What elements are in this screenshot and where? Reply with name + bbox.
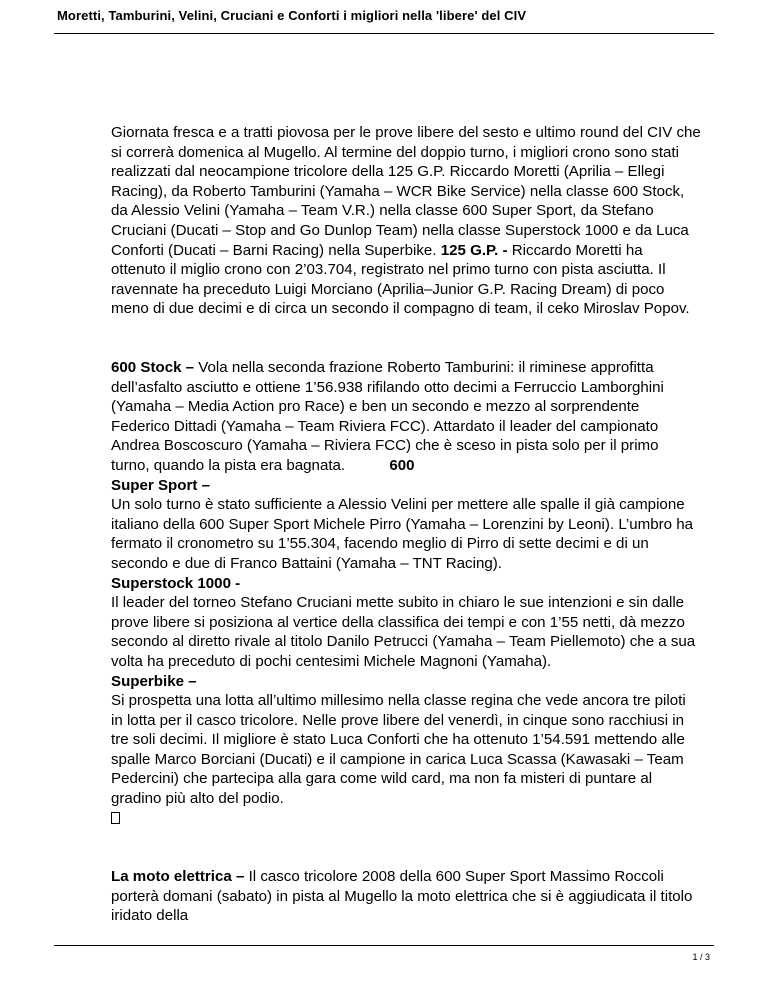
section-text-125gp: Riccardo Moretti ha ottenuto il miglio crono con 2’03.704, registrato nel primo turno con pista asciutta. Il ravennate ha preceduto Luigi Morciano (Aprilia–Junior G.P. Racing Dream) di poco meno di due decimi e di circa un secondo il compagno di team, il ceko Miroslav Popov. xyxy=(111,241,690,318)
intro-section xyxy=(111,123,701,319)
section-heading-600-supersport-b: Super Sport – xyxy=(111,476,210,494)
section-heading-superstock: Superstock 1000 - xyxy=(111,574,241,592)
electric-section xyxy=(111,867,701,926)
paragraph-600-stock xyxy=(111,358,701,476)
section-heading-125gp: 125 G.P. - xyxy=(440,241,508,259)
section-text-600-stock: Vola nella seconda frazione Roberto Tamburini: il riminese approfitta dell’asfalto asciutto e ottiene 1’56.938 rifilando otto decimi a Ferruccio Lamborghini (Yamaha – Media Action pro Race) e ben un secondo e mezzo al sorprendente Federico Dittadi (Yamaha – Team Riviera FCC). Attardato il leader del campionato Andrea Boscoscuro (Yamaha – Riviera FCC) che è sceso in pista solo per il primo turno, quando la pista era bagnata. xyxy=(111,359,664,474)
section-text-superstock: Il leader del torneo Stefano Cruciani mette subito in chiaro le sue intenzioni e sin dalle prove libere si posiziona al vertice della classifica dei tempi e con 1’55 netti, dà mezzo secondo al diretto rivale al titolo Danilo Petrucci (Yamaha – Team Piellemoto) che a sua volta ha preceduto di pochi centesimi Michele Magnoni (Yamaha). xyxy=(111,594,696,670)
missing-glyph-icon xyxy=(111,812,120,824)
page-title: Moretti, Tamburini, Velini, Cruciani e Conforti i migliori nella 'libere' del CIV xyxy=(57,8,527,23)
intro-paragraph xyxy=(111,123,701,319)
missing-glyph-line xyxy=(111,809,701,829)
page-number: 1 / 3 xyxy=(692,952,710,962)
section-text-electric: Il casco tricolore 2008 della 600 Super Sport Massimo Roccoli porterà domani (sabato) in pista al Mugello la moto elettrica che si è aggiudicata il titolo iridato della xyxy=(111,868,693,925)
paragraph-electric-bike xyxy=(111,867,701,926)
section-text-600-supersport: Un solo turno è stato sufficiente a Alessio Velini per mettere alle spalle il già campione italiano della 600 Super Sport Michele Pirro (Yamaha – Lorenzini by Leoni). L’umbro ha fermato il cronometro su 1’55.304, facendo meglio di Pirro di sette decimi e di un secondo e due di Franco Battaini (Yamaha – TNT Racing). xyxy=(111,496,694,572)
section-heading-electric: La moto elettrica – xyxy=(111,868,245,885)
section-heading-600-supersport-a: 600 xyxy=(389,456,415,474)
footer-divider xyxy=(54,945,714,946)
header-divider xyxy=(54,33,714,34)
section-heading-600-stock: 600 Stock – xyxy=(111,359,195,376)
section-heading-superbike: Superbike – xyxy=(111,672,197,690)
section-text-superbike: Si prospetta una lotta all’ultimo millesimo nella classe regina che vede ancora tre piloti in lotta per il casco tricolore. Nelle prove libere del venerdì, in cinque sono racchiusi in tre soli decimi. Il migliore è stato Luca Conforti che ha ottenuto 1’54.591 mettendo alle spalle Marco Borciani (Ducati) e il campione in carica Luca Scassa (Kawasaki – Team Pedercini) che partecipa alla gara come wild card, ma non fa misteri di puntare al gradino più alto del podio. xyxy=(111,692,686,808)
results-section xyxy=(111,358,701,828)
intro-text: Giornata fresca e a tratti piovosa per le prove libere del sesto e ultimo round del CIV che si correrà domenica al Mugello. Al termine del doppio turno, i migliori crono sono stati realizzati dal neocampione tricolore della 125 G.P. Riccardo Moretti (Aprilia – Ellegi Racing), da Roberto Tamburini (Yamaha – WCR Bike Service) nella classe 600 Stock, da Alessio Velini (Yamaha – Team V.R.) nella classe 600 Super Sport, da Stefano Cruciani (Ducati – Stop and Go Dunlop Team) nella classe Superstock 1000 e da Luca Conforti (Ducati – Barni Racing) nella Superbike. xyxy=(111,124,701,259)
